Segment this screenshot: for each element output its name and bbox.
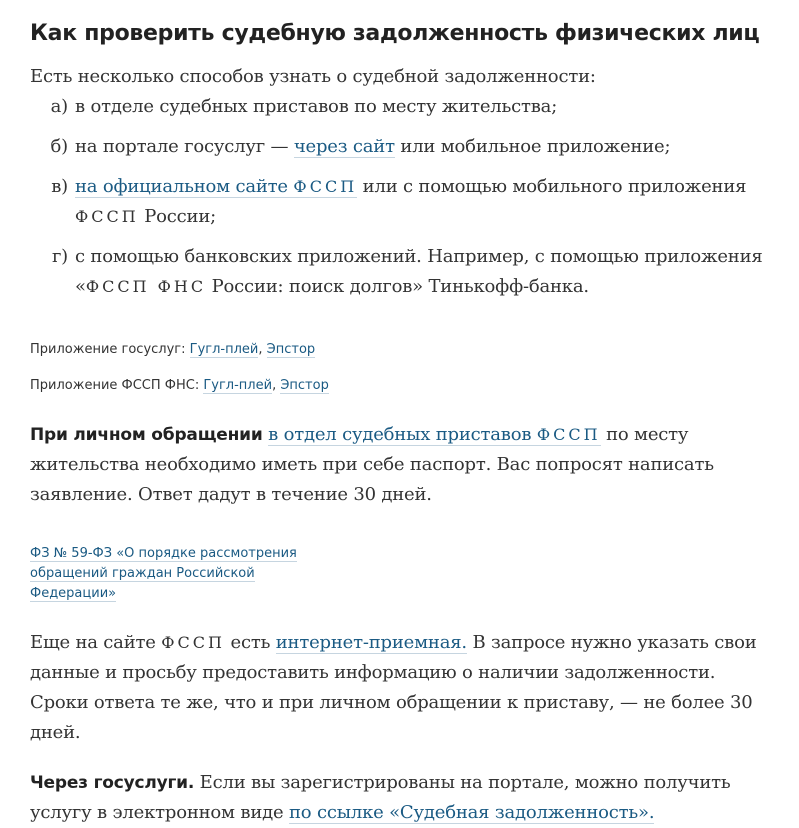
list-item-text: в отделе судебных приставов по месту жительства; <box>75 96 558 117</box>
list-item <box>30 132 769 162</box>
paragraph-text: Еще на сайте <box>30 632 162 653</box>
intro-text: Есть несколько способов узнать о судебной задолженности: <box>30 66 596 87</box>
fssp-site-link[interactable] <box>75 176 357 198</box>
list-item <box>30 92 769 122</box>
list-item <box>30 172 769 232</box>
bold-lead: При личном обращении <box>30 425 263 445</box>
abbr-text: ФССП <box>161 633 225 652</box>
gosuslugi-paragraph <box>30 768 769 828</box>
list-item-text: или с помощью мобильного приложения <box>357 176 747 197</box>
article-title: Как проверить судебную задолженность физических лиц <box>30 21 760 46</box>
paragraph-text: есть <box>224 632 276 653</box>
app-store-link[interactable]: Эпстор <box>280 378 329 393</box>
app-note-fssp <box>30 376 769 396</box>
note-label: Приложение госуслуг: <box>30 342 190 357</box>
app-store-link[interactable]: Эпстор <box>266 342 316 357</box>
abbr-text: ФССП ФНС <box>85 277 207 296</box>
separator: , <box>272 378 281 393</box>
gosuslugi-site-link[interactable]: через сайт <box>293 136 395 157</box>
google-play-link[interactable]: Гугл-плей <box>189 342 259 357</box>
paragraph-text: В запросе нужно указать свои данные и просьбу предоставить информацию о наличии задолженности. Сроки ответа те же, что и при личном обращении к приставу, — не более 30 дней. <box>30 632 757 743</box>
link-abbr: ФССП <box>536 425 601 444</box>
link-text: на официальном сайте <box>75 176 288 197</box>
paragraph-text: по месту жительства необходимо иметь при себе паспорт. Вас попросят написать заявление. Ответ дадут в течение 30 дней. <box>30 424 714 505</box>
list-item-text: на портале госуслуг — <box>75 136 294 157</box>
list-item-text: или мобильное приложение; <box>394 136 671 157</box>
list-marker: а) <box>50 96 68 117</box>
abbr-text: ФССП <box>75 207 139 226</box>
note-label: Приложение ФССП ФНС: <box>30 378 204 393</box>
link-text: в отдел судебных приставов <box>268 424 532 445</box>
law-reference <box>30 544 330 604</box>
list-item-text: России: поиск долгов» Тинькофф-банка. <box>206 276 589 297</box>
law-link[interactable]: ФЗ № 59-ФЗ «О порядке рассмотрения обращений граждан Российской Федерации» <box>30 546 297 601</box>
bold-lead: Через госуслуги. <box>30 773 195 793</box>
list-marker: в) <box>51 176 68 197</box>
paragraph-text: Если вы зарегистрированы на портале, можно получить услугу в электронном виде <box>30 772 731 823</box>
list-item-text: России; <box>138 206 217 227</box>
bailiff-office-link[interactable] <box>268 424 600 446</box>
online-reception-paragraph <box>30 628 769 748</box>
personal-visit-paragraph <box>30 420 769 510</box>
methods-list <box>30 92 769 302</box>
internet-reception-link[interactable]: интернет-приемная. <box>275 632 467 653</box>
list-item-text: с помощью банковских приложений. Например, с помощью приложения « <box>75 246 763 297</box>
app-note-gosuslugi <box>30 340 769 360</box>
list-marker: б) <box>50 136 68 157</box>
separator: , <box>258 342 267 357</box>
list-item <box>30 242 769 302</box>
court-debt-service-link[interactable]: по ссылке «Судебная задолженность». <box>288 802 655 823</box>
list-marker: г) <box>51 246 68 267</box>
google-play-link[interactable]: Гугл-плей <box>203 378 273 393</box>
link-abbr: ФССП <box>293 177 358 196</box>
